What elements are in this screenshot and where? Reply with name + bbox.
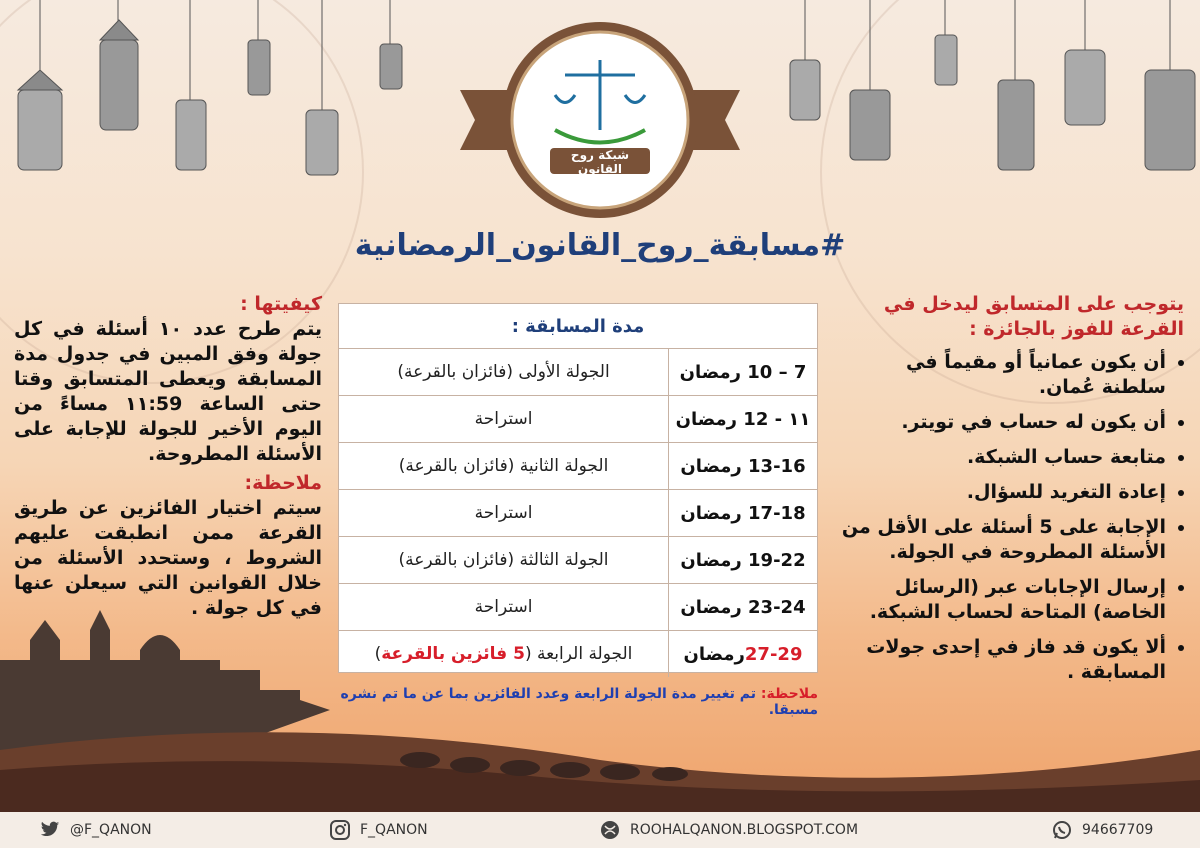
table-row bbox=[339, 490, 817, 537]
footer-blog[interactable] bbox=[600, 820, 858, 840]
how-title: كيفيتها : bbox=[240, 293, 322, 315]
footer-instagram[interactable] bbox=[330, 820, 428, 840]
row-desc: الجولة الأولى (فائزان بالقرعة) bbox=[397, 362, 610, 382]
blog-icon bbox=[600, 820, 620, 840]
table-row bbox=[339, 537, 817, 584]
row-desc: استراحة bbox=[474, 597, 533, 617]
whatsapp-number: 94667709 bbox=[1082, 822, 1154, 838]
footer-whatsapp[interactable] bbox=[1052, 820, 1153, 840]
table-row bbox=[339, 349, 817, 396]
hashtag-title: #مسابقة_روح_القانون_الرمضانية bbox=[354, 228, 846, 263]
row-date-rest: رمضان bbox=[683, 643, 745, 665]
twitter-icon bbox=[40, 820, 60, 840]
how-text: يتم طرح عدد ١٠ أسئلة في كل جولة وفق المبين في جدول مدة المسابقة ويعطى المتسابق وقتا حتى الساعة ١١:59 مساءً من اليوم الأخير للجولة للإجابة على الأسئلة المطروحة. bbox=[14, 318, 323, 465]
condition-item: • ألا يكون قد فاز في إحدى جولات المسابقة . bbox=[838, 635, 1166, 685]
how-section bbox=[14, 292, 322, 621]
condition-item: • أن يكون عمانياً أو مقيماً في سلطنة عُمان. bbox=[838, 350, 1166, 400]
table-row bbox=[339, 443, 817, 490]
condition-item: • أن يكون له حساب في تويتر. bbox=[838, 410, 1166, 435]
row-desc-red: 5 فائزين بالقرعة bbox=[381, 644, 525, 664]
row-desc: الجولة الثالثة (فائزان بالقرعة) bbox=[398, 550, 609, 570]
note-label: ملاحظة: bbox=[760, 686, 818, 702]
condition-item: • متابعة حساب الشبكة. bbox=[838, 445, 1166, 470]
row-date: 7 – 10 رمضان bbox=[668, 349, 817, 395]
table-row bbox=[339, 396, 817, 443]
footer-bar bbox=[0, 812, 1200, 848]
instagram-handle: F_QANON bbox=[360, 822, 428, 838]
row-date: 17-18 رمضان bbox=[668, 490, 817, 536]
row-desc: الجولة الثانية (فائزان بالقرعة) bbox=[398, 456, 609, 476]
row-desc: استراحة bbox=[474, 503, 533, 523]
logo-badge bbox=[450, 20, 750, 220]
row-date: 19-22 رمضان bbox=[668, 537, 817, 583]
twitter-handle: @F_QANON bbox=[70, 822, 152, 838]
left-note-title: ملاحظة: bbox=[244, 472, 322, 494]
row-date-red: 27-29 bbox=[744, 643, 803, 665]
row-date: 13-16 رمضان bbox=[668, 443, 817, 489]
note-text: تم تغيير مدة الجولة الرابعة وعدد الفائزين بما عن ما تم نشره مسبقا. bbox=[340, 686, 818, 718]
left-note-text: سيتم اختيار الفائزين عن طريق القرعة ممن انطبقت عليهم الشروط ، وستحدد الأسئلة من خلال القوانين التي سيعلن عنها في كل جولة . bbox=[14, 497, 322, 619]
row-desc-suffix: ) bbox=[374, 644, 382, 664]
whatsapp-icon bbox=[1052, 820, 1072, 840]
instagram-icon bbox=[330, 820, 350, 840]
conditions-title: يتوجب على المتسابق ليدخل في القرعة للفوز بالجائزة : bbox=[883, 293, 1184, 340]
logo-text: شبكة روح القانون bbox=[570, 148, 630, 176]
table-header: مدة المسابقة : bbox=[339, 304, 817, 349]
footer-twitter[interactable] bbox=[40, 820, 152, 840]
row-desc: استراحة bbox=[474, 409, 533, 429]
row-date: ١١ - 12 رمضان bbox=[668, 396, 817, 442]
row-desc-prefix: الجولة الرابعة ( bbox=[524, 644, 633, 664]
desert-skyline bbox=[0, 600, 1200, 828]
condition-item: • إرسال الإجابات عبر (الرسائل الخاصة) المتاحة لحساب الشبكة. bbox=[838, 575, 1166, 625]
row-date: 23-24 رمضان bbox=[668, 584, 817, 630]
blog-url: ROOHALQANON.BLOGSPOT.COM bbox=[630, 822, 859, 838]
condition-item: • الإجابة على 5 أسئلة على الأقل من الأسئلة المطروحة في الجولة. bbox=[838, 515, 1166, 565]
condition-item: • إعادة التغريد للسؤال. bbox=[838, 480, 1166, 505]
